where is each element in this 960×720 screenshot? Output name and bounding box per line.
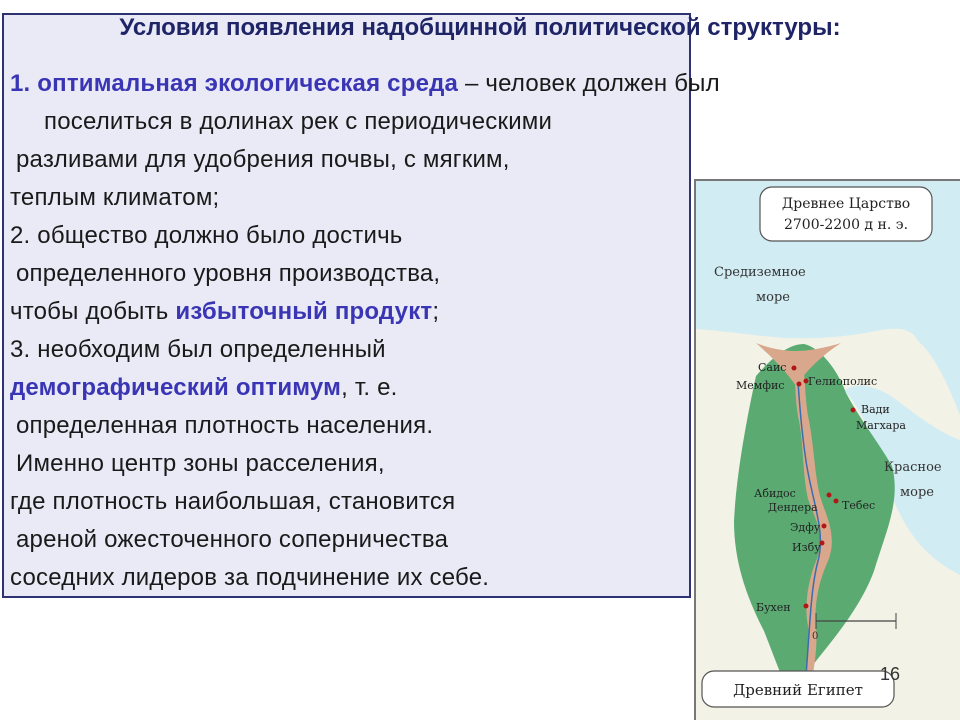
sea-east-line-2: море — [900, 485, 934, 500]
city-dot — [822, 524, 827, 529]
item-1-line-3: разливами для удобрения почвы, с мягким, — [16, 146, 510, 173]
city-heliopolis: Гелиополис — [808, 375, 878, 388]
sea-north-line-1: Средиземное — [714, 265, 806, 280]
item-2-post: ; — [432, 298, 440, 325]
city-wadi-line-2: Магхара — [856, 419, 906, 432]
city-dot — [797, 382, 802, 387]
map-title-line-2: 2700-2200 д н. э. — [783, 217, 909, 233]
item-2-line-2: определенного уровня производства, — [16, 260, 441, 287]
city-dot — [834, 499, 839, 504]
item-1-highlight: оптимальная экологическая среда — [37, 70, 459, 97]
item-3-line-4: Именно центр зоны расселения, — [16, 450, 385, 477]
map-title-line-1: Древнее Царство — [781, 196, 911, 212]
item-2-line-1: 2. общество должно было достичь — [10, 222, 403, 249]
item-1-rest: – человек должен был — [458, 70, 720, 97]
item-3-line-2 — [10, 374, 398, 402]
item-1-number: 1. — [10, 70, 31, 97]
city-memphis: Мемфис — [736, 379, 785, 392]
map-drawing — [696, 181, 960, 720]
city-dot — [827, 493, 832, 498]
item-1-line-1 — [10, 70, 720, 98]
sea-east-line-1: Красное — [884, 460, 942, 475]
city-thebes: Тебес — [842, 499, 876, 512]
item-2-highlight: избыточный продукт — [175, 298, 433, 325]
item-3-line-5: где плотность наибольшая, становится — [10, 488, 456, 515]
city-edfu: Эдфу — [790, 521, 821, 534]
item-3-highlight: демографический оптимум — [10, 374, 342, 401]
city-sais: Саис — [758, 361, 787, 374]
page-number: 16 — [880, 664, 901, 684]
item-1-line-4: теплым климатом; — [10, 184, 220, 211]
city-izbu: Избу — [792, 541, 821, 554]
city-buhen: Бухен — [756, 601, 791, 614]
egypt-map — [694, 179, 960, 720]
item-1-line-2: поселиться в долинах рек с периодическими — [44, 108, 553, 135]
slide-heading: Условия появления надобщинной политической структуры: — [119, 14, 841, 41]
item-2-line-3 — [10, 298, 439, 326]
item-3-post: , т. е. — [341, 374, 398, 401]
city-abydos: Абидос — [754, 487, 796, 500]
item-3-line-6: ареной ожесточенного соперничества — [16, 526, 449, 553]
city-dot — [792, 366, 797, 371]
scale-zero: 0 — [812, 631, 819, 642]
item-2-pre: чтобы добыть — [10, 298, 176, 325]
city-wadi-line-1: Вади — [861, 403, 890, 416]
city-dot — [851, 408, 856, 413]
item-3-line-3: определенная плотность населения. — [16, 412, 434, 439]
item-3-line-1: 3. необходим был определенный — [10, 336, 386, 363]
item-3-line-7: соседних лидеров за подчинение их себе. — [10, 564, 490, 591]
sea-north-line-2: море — [756, 290, 790, 305]
city-dot — [804, 604, 809, 609]
map-footer-label: Древний Египет — [733, 681, 863, 699]
city-dendera: Дендера — [768, 501, 818, 514]
